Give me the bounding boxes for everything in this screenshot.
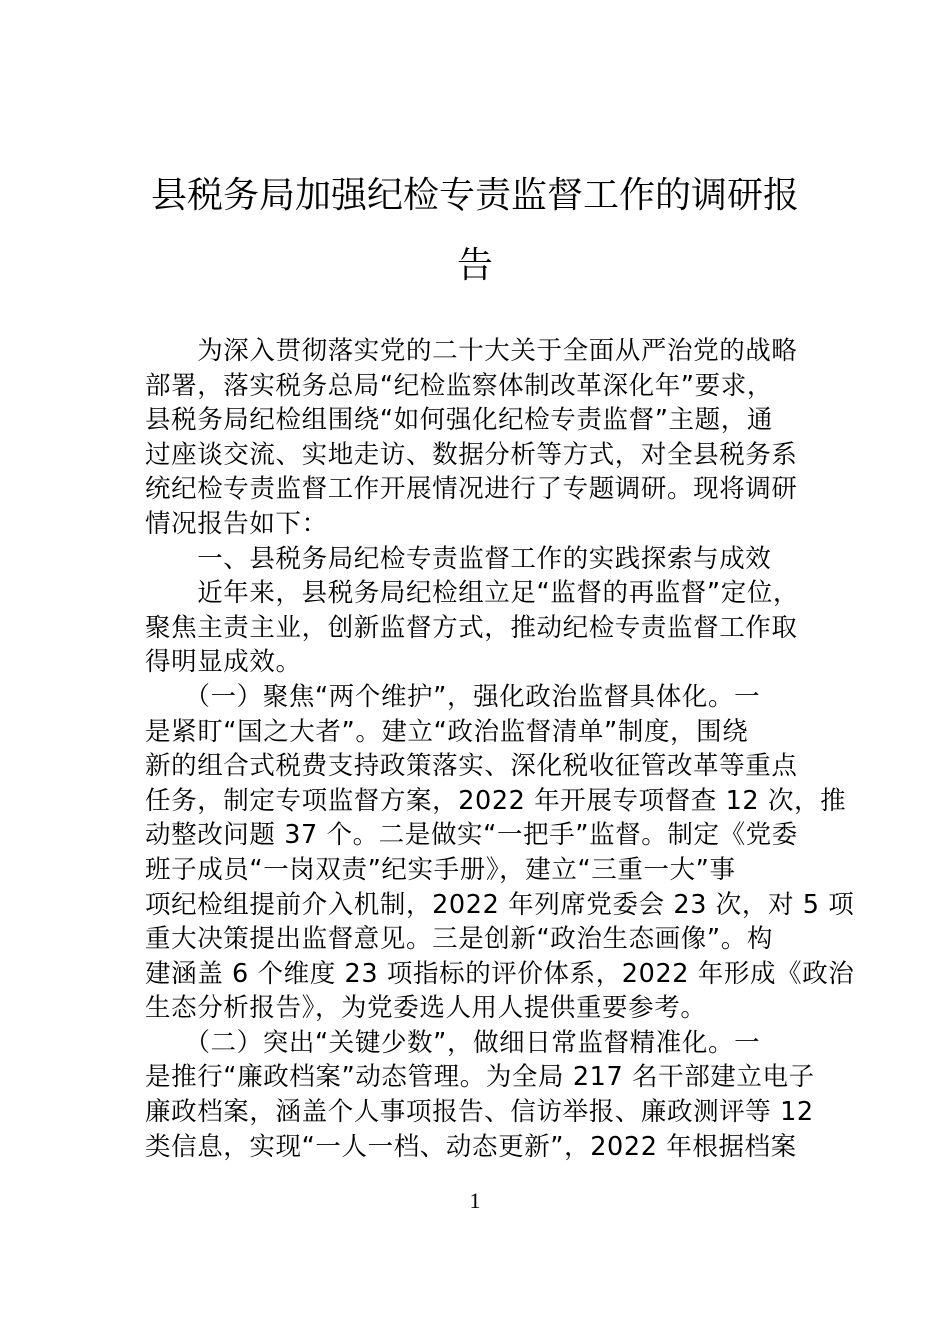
body-line: 是推行“廉政档案”动态管理。为全局 217 名干部建立电子 (145, 1062, 815, 1093)
body-line: 类信息，实现“一人一档、动态更新”，2022 年根据档案 (145, 1131, 797, 1162)
body-line: 部署，落实税务总局“纪检监察体制改革深化年”要求， (145, 370, 773, 401)
body-line: 班子成员“一岗双责”纪实手册》，建立“三重一大”事 (145, 854, 736, 885)
body-line: 是紧盯“国之大者”。建立“政治监督清单”制度，围绕 (145, 716, 749, 747)
body-line: 建涵盖 6 个维度 23 项指标的评价体系，2022 年形成《政治 (145, 958, 855, 989)
body-line: 聚焦主责主业，创新监督方式，推动纪检专责监督工作取 (145, 612, 798, 643)
body-line: 为深入贯彻落实党的二十大关于全面从严治党的战略 (145, 336, 798, 366)
subsection-heading: （一）聚焦“两个维护”，强化政治监督具体化。一 (145, 681, 761, 712)
body-line: 项纪检组提前介入机制，2022 年列席党委会 23 次，对 5 项 (145, 889, 855, 920)
body-line: 动整改问题 37 个。二是做实“一把手”监督。制定《党委 (145, 820, 798, 851)
body-line: 过座谈交流、实地走访、数据分析等方式，对全县税务系 (145, 439, 798, 470)
body-line: 生态分析报告》，为党委选人用人提供重要参考。 (145, 993, 707, 1024)
body-line: 情况报告如下： (145, 508, 328, 539)
document-title-line-2: 告 (456, 245, 493, 286)
section-heading: 一、县税务局纪检专责监督工作的实践探索与成效 (145, 543, 772, 574)
body-line: 得明显成效。 (145, 647, 302, 678)
body-line: 廉政档案，涵盖个人事项报告、信访举报、廉政测评等 12 (145, 1097, 814, 1128)
body-line: 新的组合式税费支持政策落实、深化税收征管改革等重点 (145, 751, 798, 782)
body-line: 县税务局纪检组围绕“如何强化纪检专责监督”主题，通 (145, 405, 773, 436)
document-title-line-1: 县税务局加强纪检专责监督工作的调研报 (150, 175, 799, 216)
body-line: 近年来，县税务局纪检组立足“监督的再监督”定位， (145, 578, 800, 609)
document-body (145, 334, 855, 1164)
page-number: 1 (469, 1188, 481, 1213)
body-line: 统纪检专责监督工作开展情况进行了专题调研。现将调研 (145, 474, 798, 505)
body-line: 重大决策提出监督意见。三是创新“政治生态画像”。构 (145, 924, 773, 955)
subsection-heading: （二）突出“关键少数”，做细日常监督精准化。一 (145, 1027, 761, 1058)
body-line: 任务，制定专项监督方案，2022 年开展专项督查 12 次，推 (145, 785, 847, 816)
